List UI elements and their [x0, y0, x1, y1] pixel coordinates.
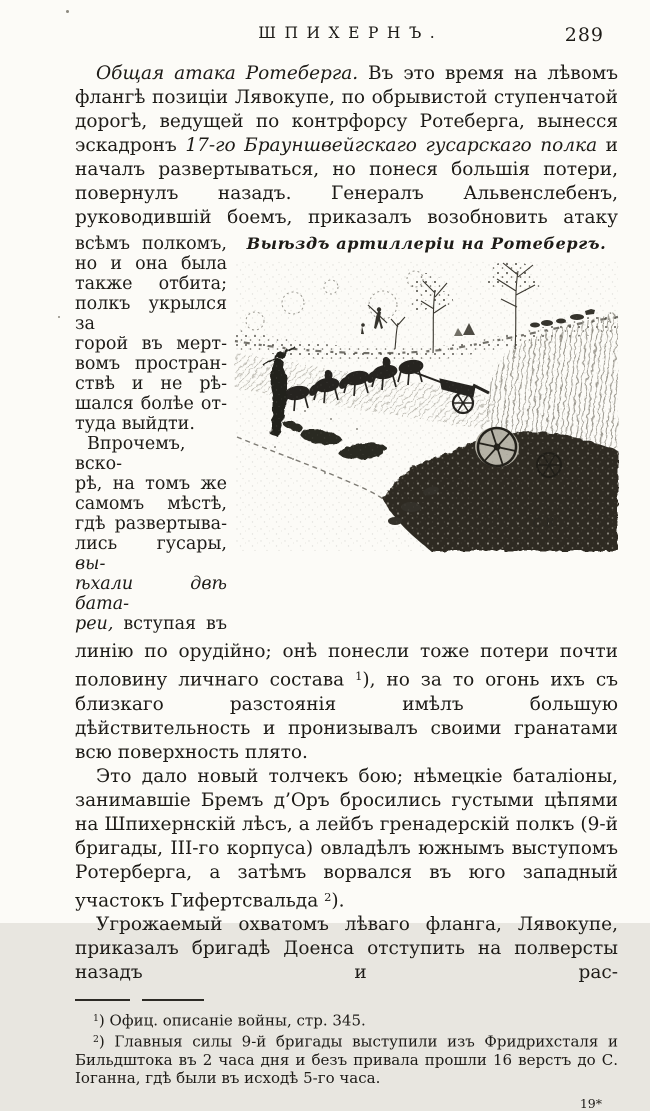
- text-segment: ) Главныя силы 9-й бригады выступили изъ Фридрихсталя и Бильдштока въ 2 часа дня и безъ привала прошли 16 верстъ до С. Іоганна, гдѣ были въ исходѣ 5-го часа.: [75, 1032, 618, 1087]
- text-line: [75, 234, 227, 254]
- paragraph-3: [75, 765, 618, 914]
- text-segment: Впрочемъ, вско-: [75, 434, 186, 474]
- running-head: [75, 24, 618, 48]
- text-segment: Общая атака Ротеберга.: [96, 63, 359, 84]
- text-line: [75, 514, 227, 534]
- text-segment: вступая въ: [113, 614, 227, 634]
- figure-caption: Выѣздъ артиллеріи на Ротебергъ.: [246, 234, 607, 253]
- text-segment: ).: [331, 890, 345, 912]
- text-line: [75, 254, 227, 274]
- page-number: 289: [564, 24, 604, 46]
- text-segment: реи,: [75, 614, 114, 634]
- text-segment: туда выйдти.: [75, 414, 195, 434]
- footnote-separator: [75, 999, 618, 1001]
- text-segment: лись гусары,: [75, 534, 227, 554]
- text-line: [75, 374, 227, 394]
- text-line: [75, 614, 227, 634]
- text-segment: ствѣ и не рѣ-: [75, 374, 227, 394]
- footnotes: [75, 1010, 618, 1086]
- text-line: [75, 334, 227, 354]
- left-text-column: [75, 234, 227, 634]
- text-segment: Это дало новый толчекъ бою; нѣмецкіе баталіоны, занимавшіе Бремъ д’Оръ бросились густыми цѣпями на Шпихернскій лѣсъ, а лейбъ гренадерскій полкъ (9-й бригады, III-го корпуса) овладѣлъ южнымъ выступомъ Ротерберга, а затѣмъ ворвался въ юго западный участокъ Гифертсвальда: [75, 765, 618, 912]
- text-line: [75, 414, 227, 434]
- footnote-1: [75, 1010, 618, 1030]
- paragraph-4: Угрожаемый охватомъ лѣваго фланга, Лявокупе, приказалъ бригадѣ Доенса отступить на полверсты назадъ и рас-: [75, 914, 618, 984]
- text-line: [75, 274, 227, 294]
- text-segment: 1: [93, 1013, 99, 1025]
- text-wrap-section: [75, 234, 618, 634]
- text-segment: но и она была: [75, 254, 227, 274]
- text-segment: 2: [93, 1034, 99, 1046]
- text-segment: 2: [324, 889, 332, 904]
- text-segment: также отбита;: [75, 274, 227, 294]
- footnote-2: [75, 1031, 618, 1087]
- engraver-signature: C.R.: [532, 514, 559, 530]
- scan-speck: [58, 316, 60, 318]
- battle-engraving-illustration: [235, 261, 618, 551]
- text-segment: ) Офиц. описаніе войны, стр. 345.: [98, 1012, 366, 1031]
- text-segment: горой въ мерт-: [75, 334, 227, 354]
- text-segment: ѣхали двѣ бата-: [75, 574, 227, 614]
- text-segment: самомъ мѣстѣ,: [75, 494, 227, 514]
- paragraph-2-start: [75, 434, 227, 634]
- text-segment: рѣ, на томъ же: [75, 474, 227, 494]
- printer-signature-mark: 19*: [579, 1095, 602, 1111]
- paragraph-1-continuation: [75, 234, 227, 434]
- scan-speck: [66, 10, 69, 13]
- chapter-title: ШПИХЕРНЪ.: [258, 24, 444, 42]
- text-line: [75, 474, 227, 494]
- paragraph-1: [75, 62, 618, 230]
- text-line: [75, 434, 227, 474]
- text-segment: гдѣ развертыва-: [75, 514, 227, 534]
- text-segment: ), но за то огонь ихъ съ близкаго разстоянія имѣлъ большую дѣйствительность и пронизывалъ своими гранатами всю поверхность плято.: [75, 669, 618, 763]
- text-segment: линію по орудійно; онѣ понесли тоже потери почти половину личнаго состава: [75, 641, 618, 691]
- text-line: [75, 574, 227, 614]
- text-line: [75, 354, 227, 374]
- text-segment: всѣмъ полкомъ,: [75, 234, 227, 254]
- text-line: [75, 394, 227, 414]
- text-line: [75, 494, 227, 514]
- text-segment: 17-го Брауншвейгскаго гусарскаго полка: [185, 135, 598, 156]
- illustration-figure: [235, 234, 618, 634]
- text-segment: шался болѣе от-: [75, 394, 227, 414]
- text-segment: Въ это время на лѣвомъ флангѣ позиціи Лявокупе, по обрывистой ступенчатой дорогѣ, ведущей по контрфорсу Ротеберга, вынесся эскадронъ: [75, 63, 618, 156]
- text-segment: полкъ укрылся за: [75, 294, 227, 334]
- text-line: [75, 534, 227, 574]
- text-segment: вомъ простран-: [75, 354, 227, 374]
- text-segment: и началъ развертываться, но понеся большія потери, повернулъ назадъ. Генералъ Альвенслебенъ, руководившій боемъ, приказалъ возобновить атаку: [75, 135, 618, 228]
- text-segment: вы-: [75, 554, 106, 574]
- paragraph-2-continuation: [75, 640, 618, 765]
- text-segment: 1: [355, 669, 363, 683]
- text-line: [75, 294, 227, 334]
